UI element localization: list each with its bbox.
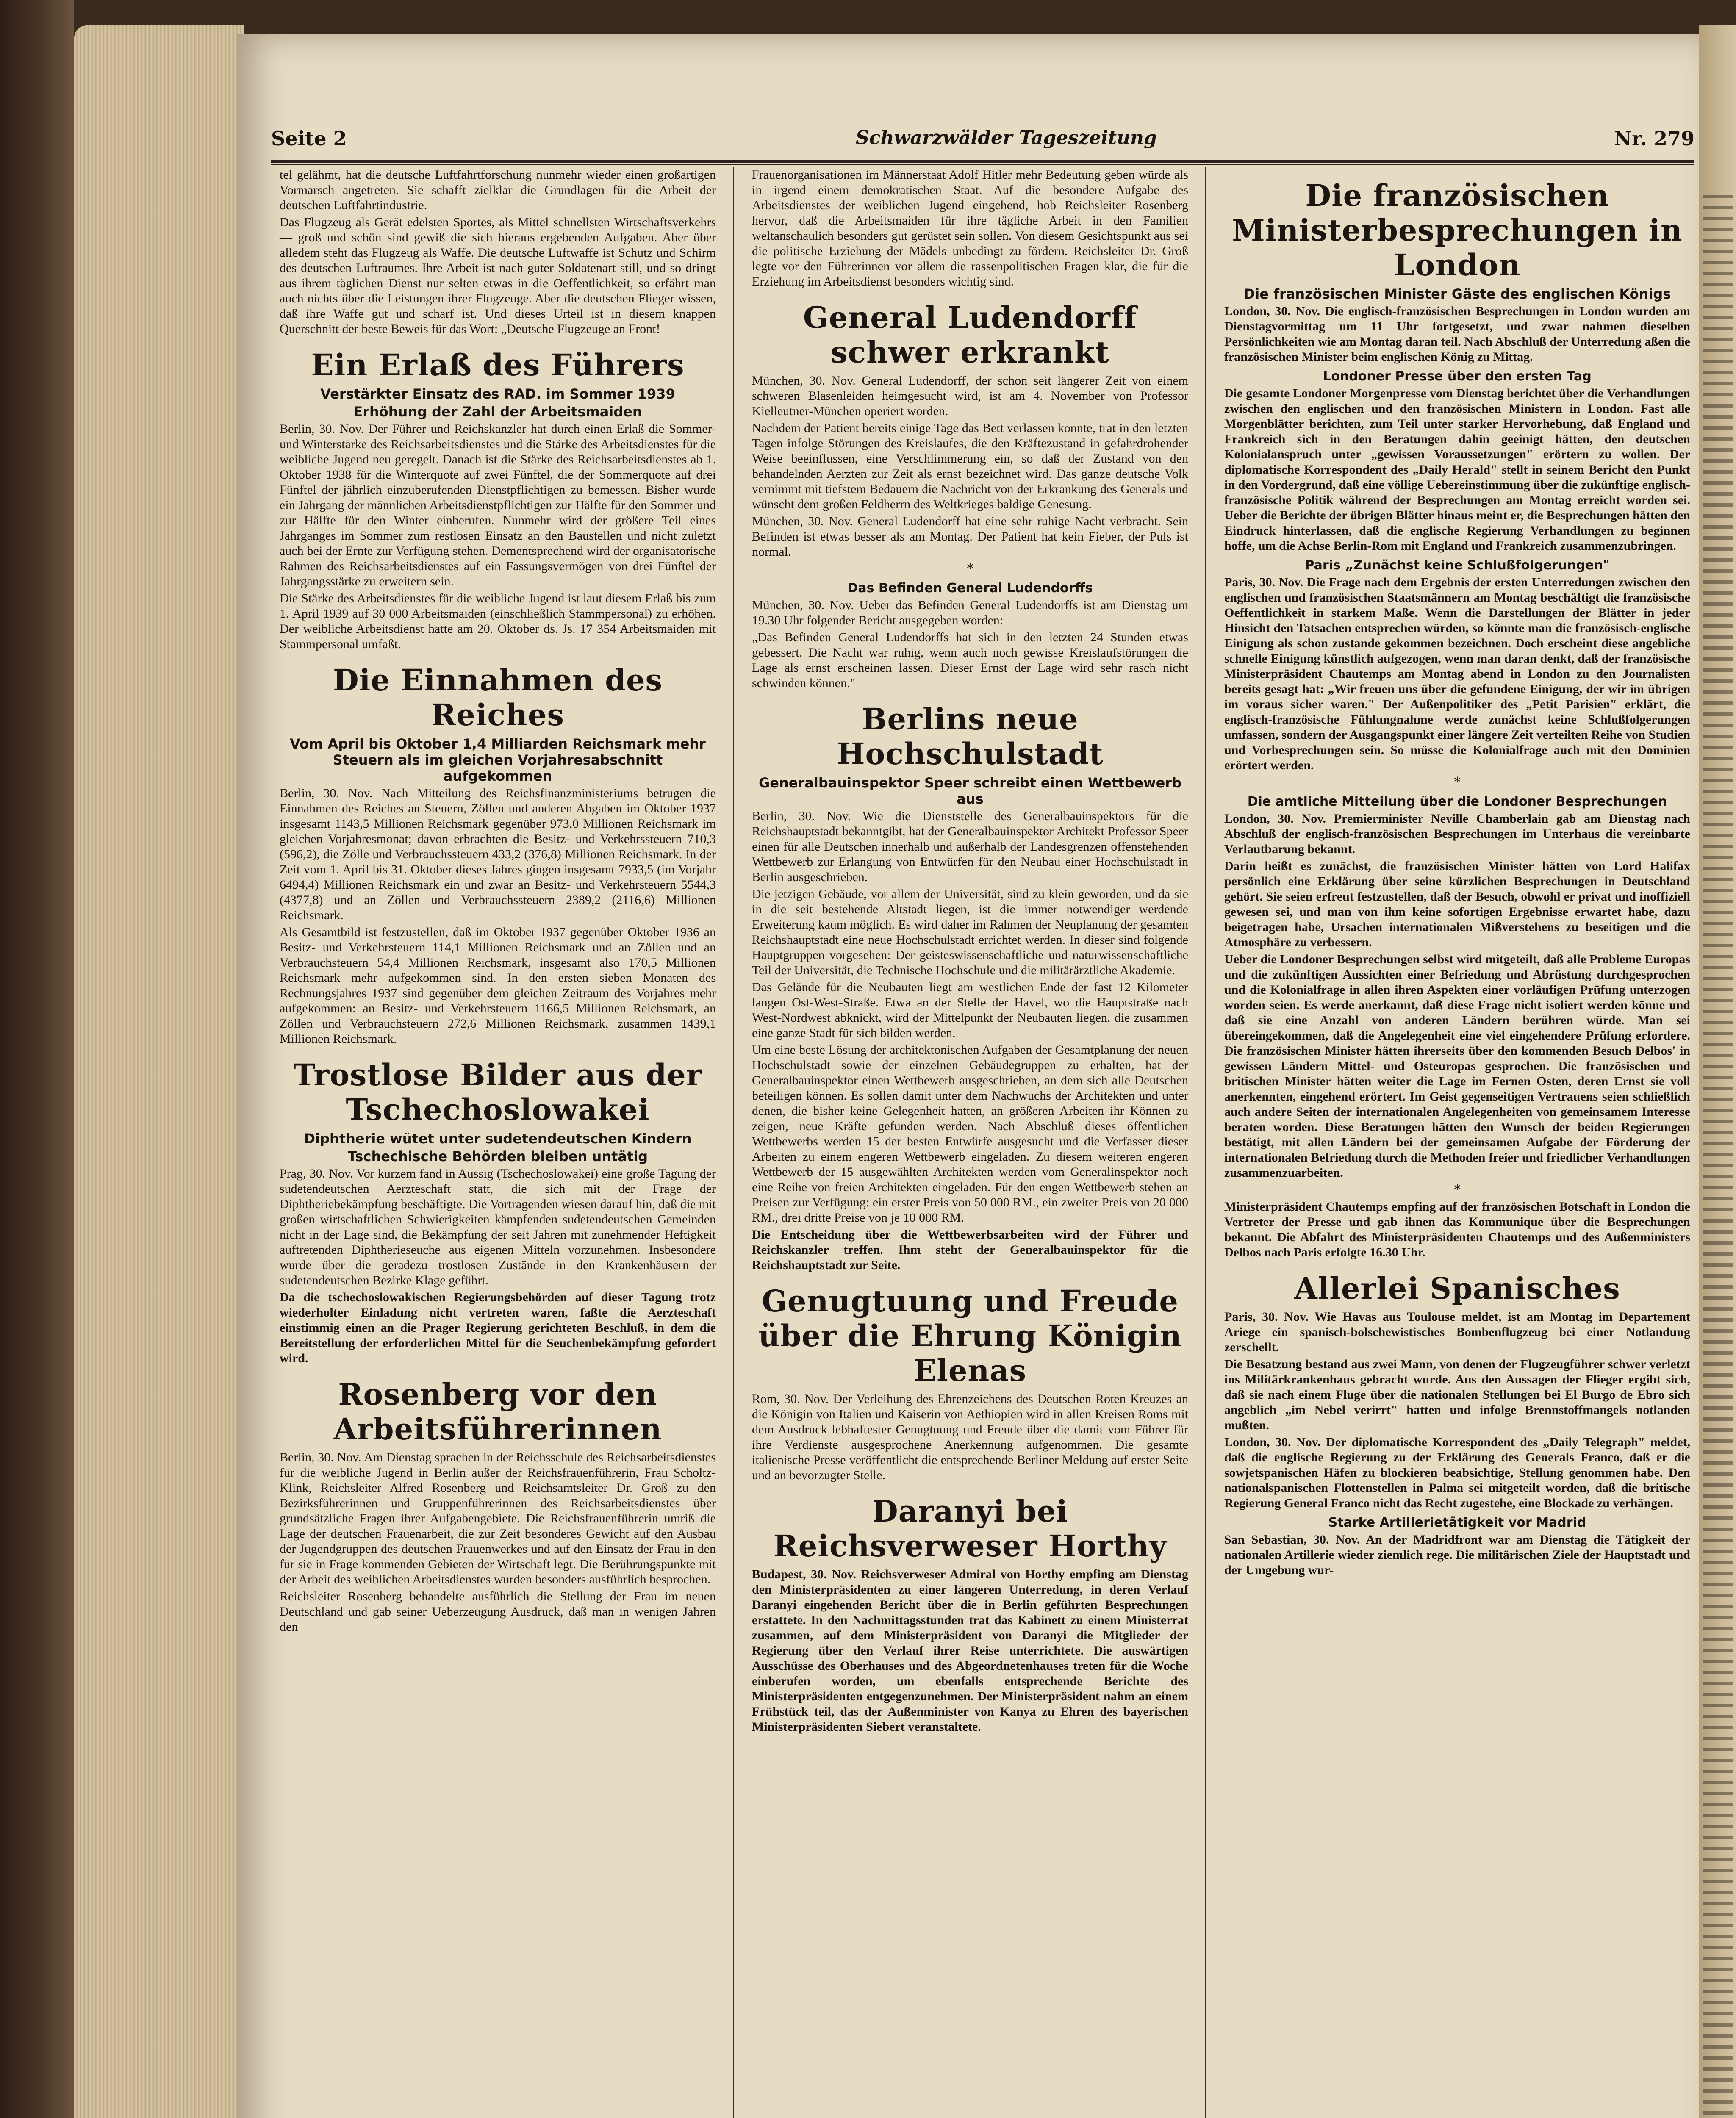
- header-rule: [271, 160, 1694, 163]
- column-rule: [1205, 167, 1206, 2118]
- minor-headline: Londoner Presse über den ersten Tag: [1323, 369, 1592, 384]
- paragraph: San Sebastian, 30. Nov. An der Madridfront war am Dienstag die Tätigkeit der nationalen Artillerie wieder ziemlich rege. Die militärischen Ziele der Hauptstadt und der Umgebung wur-: [1224, 1533, 1690, 1577]
- paragraph: Frauenorganisationen im Männerstaat Adolf Hitler mehr Bedeutung geben würde als in irgend einem demokratischen Staat. Auf die besondere Aufgabe des Arbeitsdienstes der weiblichen Jugend eingehend, hob Reichsleiter Rosenberg hervor, daß die Arbeitsmaiden für ihre tägliche Arbeit in den Familien weltanschaulich besonders gut gerüstet sein sollen. Von diesem Gesichtspunkt aus sei die politische Erziehung der Mädels unbedingt zu fördern. Reichsleiter Dr. Groß legte vor den Führerinnen vor allem die rassenpolitischen Fragen klar, die für die Erziehung im Arbeitsdienst besonders wichtig sind.: [752, 168, 1188, 288]
- paragraph: Als Gesamtbild ist festzustellen, daß im Oktober 1937 gegenüber Oktober 1936 an Besitz- und Verkehrsteuern 114,1 Millionen Reichsmark und an Zöllen und an Verbrauchsteuern 54,4 Millionen Reichsmark, insgesamt also 170,5 Millionen Reichsmark mehr aufgekommen sind. In den ersten sieben Monaten des Rechnungsjahres 1937 sind gegenüber dem gleichen Zeitraum des Vorjahres mehr aufgekommen: an Besitz- und Verkehrsteuern 1166,5 Millionen Reichsmark, an Zöllen und Verbrauchsteuern 272,6 Millionen Reichsmark, zusammen 1439,1 Millionen Reichsmark.: [280, 925, 716, 1046]
- paragraph: Ueber die Londoner Besprechungen selbst wird mitgeteilt, daß alle Probleme Europas und die zukünftigen Aussichten einer Befriedung und Abrüstung durchgesprochen und die Kolonialfrage in allen ihren Aspekten einer vorläufigen Prüfung unterzogen worden seien. Es werde anerkannt, daß diese Frage nicht isoliert werden könne und daß sie eine Anzahl von anderen Ländern berühren würde. Man sei übereingekommen, daß die Angelegenheit eine viel eingehendere Prüfung erfordere. Die französischen Minister hätten ihrerseits über den kommenden Besuch Delbos' in gewissen Ländern Mittel- und Osteuropas gesprochen. Die französischen und britischen Minister hätten weiter die Lage im Fernen Osten, deren Ernst sie voll anerkennten, eingehend erörtert. Im Geist gegenseitigen Vertrauens seien schließlich auch andere Seiten der internationalen Angelegenheiten von gemeinsamem Interesse beraten worden. Diese Beratungen hätten den Wunsch der beiden Regierungen bestätigt, mit allen Ländern bei der gemeinsamen Aufgabe der Förderung der internationalen Befriedung durch die Methoden freier und friedlicher Verhandlungen zusammenzuarbeiten.: [1224, 952, 1690, 1180]
- paragraph: London, 30. Nov. Der diplomatische Korrespondent des „Daily Telegraph" meldet, daß die englische Regierung zu der Erklärung des Generals Franco, daß er die sowjetspanischen Häfen zu blockieren beabsichtige, Stellung genommen habe. Den nationalspanischen Flottenstellen in Palma sei mitgeteilt worden, daß die britische Regierung General Franco nicht das Recht zugestehe, eine Blockade zu verhängen.: [1224, 1435, 1690, 1510]
- column-right: [1224, 167, 1690, 1580]
- paragraph: Paris, 30. Nov. Die Frage nach dem Ergebnis der ersten Unterredungen zwischen den englischen und französischen Staatsmännern am Montag beschäftigt die französische Oeffentlichkeit in starkem Maße. Wenn die Darstellungen der Blätter in jeder Hinsicht den Tatsachen entsprechen würden, so könnte man die französisch-englische Einigung als schon zustande gekommen bezeichnen. Doch erscheint diese angebliche schnelle Einigung künstlich aufgezogen, wenn man daran denkt, daß der französische Ministerpräsident Chautemps am Montag abend in London zu den Journalisten bereits gesagt hat: „Wir freuen uns über die gefundene Einigung, der wir im übrigen im voraus sicher waren." Der Außenpolitiker des „Petit Parisien" erklärt, die englisch-französische Fühlungnahme werde zunächst keine Schlußfolgerungen umfassen, sondern der Ausgangspunkt einer längere Zeit verteilten Reihe von Studien und Vorbesprechungen sein. So müsse die Kolonialfrage auch mit den Dominien erörtert werden.: [1224, 575, 1690, 772]
- paragraph: Berlin, 30. Nov. Am Dienstag sprachen in der Reichsschule des Reichsarbeitsdienstes für die weibliche Jugend in Berlin außer der Reichsfrauenführerin, Frau Scholtz-Klink, Reichsleiter Alfred Rosenberg und Reichsamtsleiter Dr. Groß zu den Bezirksführerinnen und Gruppenführerinnen des Reichsarbeitsdienstes über grundsätzliche Fragen ihrer Aufgabengebiete. Die Reichsfrauenführerin umriß die Lage der deutschen Frauenarbeit, die zur Zeit besonderes Gewicht auf den Ausbau der Jugendgruppen des deutschen Frauenwerkes und auf den Einsatz der Frau in den für sie in Frage kommenden Gebieten der Wirtschaft legt. Die Berührungspunkte mit der Arbeit des weiblichen Arbeitsdienstes wurden besonders ausführlich besprochen.: [280, 1450, 716, 1586]
- paragraph: London, 30. Nov. Premierminister Neville Chamberlain gab am Dienstag nach Abschluß der englisch-französischen Besprechungen im Unterhaus die vereinbarte Verlautbarung bekannt.: [1224, 812, 1690, 856]
- next-page-text-strip: [1703, 195, 1733, 2118]
- issue-number: Nr. 279: [1614, 127, 1694, 150]
- column-rule: [733, 167, 734, 2118]
- paragraph: Da die tschechoslowakischen Regierungsbehörden auf dieser Tagung trotz wiederholter Einladung nicht vertreten waren, faßte die Aerzteschaft einstimmig einen an die Prager Regierung gerichteten Beschluß, in dem die Bereitstellung der erforderlichen Mittel für die Seuchenbekämpfung gefordert wird.: [280, 1290, 716, 1365]
- column-middle: [752, 167, 1188, 1736]
- paragraph: Um eine beste Lösung der architektonischen Aufgaben der Gesamtplanung der neuen Hochschulstadt sowie der einzelnen Gebäudegruppen zu erhalten, hat der Generalbauinspektor einen Wettbewerb ausgeschrieben, an dem sich alle Deutschen beteiligen können. Es sollen damit unter dem Nachwuchs der Architekten und unter denen, die bisher keine Gelegenheit hatten, an größeren Arbeiten ihr Können zu zeigen, neue Kräfte gefunden werden. Nach Abschluß dieses öffentlichen Wettbewerbs werden 15 der besten Entwürfe ausgesucht und die Verfasser dieser Arbeiten zu einem engeren Wettbewerb eingeladen. Zu diesem weiteren engeren Wettbewerb der 15 ausgewählten Architekten werden vom Generalinspektor noch eine Reihe von freien Architekten eingeladen. Für den engen Wettbewerb stehen an Preisen zur Verfügung: ein erster Preis von 50 000 RM., ein zweiter Preis von 20 000 RM., drei dritte Preise von je 10 000 RM.: [752, 1043, 1188, 1225]
- article-headline: General Ludendorff schwer erkrankt: [803, 300, 1137, 370]
- paragraph: Reichsleiter Rosenberg behandelte ausführlich die Stellung der Frau im neuen Deutschland und gab seiner Ueberzeugung Ausdruck, daß man in wenigen Jahren den: [280, 1589, 716, 1634]
- paragraph: Paris, 30. Nov. Wie Havas aus Toulouse meldet, ist am Montag im Departement Ariege ein spanisch-bolschewistisches Bombenflugzeug bei einer Notlandung zerschellt.: [1224, 1310, 1690, 1354]
- paragraph: Die jetzigen Gebäude, vor allem der Universität, sind zu klein geworden, und da sie in die seit bestehende Altstadt liegen, ist die immer notwendiger werdende Erweiterung kaum möglich. Es wird daher im Rahmen der Neuplanung der gesamten Reichshauptstadt eine neue Hochschulstadt errichtet werden. In dieser sind folgende Hauptgruppen vorgesehen: Der geisteswissenschaftliche und naturwissenschaftliche Teil der Universität, die Technische Hochschule und die militärärztliche Akademie.: [752, 887, 1188, 977]
- column-left: [280, 167, 716, 1636]
- paragraph: Budapest, 30. Nov. Reichsverweser Admiral von Horthy empfing am Dienstag den Ministerpräsidenten zu einer längeren Unterredung, in deren Verlauf Daranyi eingehenden Bericht über die in Berlin geführten Besprechungen erstattete. In den Nachmittagsstunden trat das Kabinett zu einem Ministerrat zusammen, auf dem Ministerpräsident von Daranyi die Mitglieder der Regierung über den Verlauf ihrer Reise unterrichtete. Die auswärtigen Ausschüsse des Oberhauses und des Abgeordnetenhauses treten für die Woche einberufen worden, um ebenfalls entsprechende Berichte des Ministerpräsidenten entgegenzunehmen. Der Ministerpräsident nahm an einem Frühstück teil, das der Außenminister von Kanya zu Ehren des bayerischen Ministerpräsidenten Siebert veranstaltete.: [752, 1567, 1188, 1734]
- article-subheadline: Erhöhung der Zahl der Arbeitsmaiden: [353, 404, 642, 420]
- minor-headline: Die amtliche Mitteilung über die Londoner Besprechungen: [1247, 794, 1667, 809]
- paragraph: „Das Befinden General Ludendorffs hat sich in den letzten 24 Stunden etwas gebessert. Die Nacht war ruhig, wenn auch noch gewisse Kreislaufstörungen die Lage als ernst erscheinen lassen. Dieser Ernst der Lage wird sehr rasch nicht schwinden können.": [752, 630, 1188, 690]
- paragraph: Berlin, 30. Nov. Wie die Dienststelle des Generalbauinspektors für die Reichshauptstadt bekanntgibt, hat der Generalbauinspektor Architekt Professor Speer einen für alle Deutschen innerhalb und außerhalb der Landesgrenzen offenstehenden Wettbewerb zur Erlangung von Entwürfen für den Neubau einer Hochschulstadt in Berlin ausgeschrieben.: [752, 809, 1188, 884]
- minor-headline: Paris „Zunächst keine Schlußfolgerungen": [1305, 558, 1610, 573]
- separator-star: *: [1454, 775, 1461, 790]
- paragraph: München, 30. Nov. Ueber das Befinden General Ludendorffs ist am Dienstag um 19.30 Uhr folgender Bericht ausgegeben worden:: [752, 598, 1188, 627]
- header-rule-thin: [271, 164, 1694, 165]
- article-headline: Ein Erlaß des Führers: [311, 347, 685, 383]
- book-spine: [0, 0, 74, 2118]
- article-headline: Rosenberg vor den Arbeitsführerinnen: [333, 1377, 662, 1447]
- paragraph: München, 30. Nov. General Ludendorff hat eine sehr ruhige Nacht verbracht. Sein Befinden ist etwas besser als am Montag. Der Patient hat kein Fieber, der Puls ist normal.: [752, 514, 1188, 559]
- paragraph: Das Gelände für die Neubauten liegt am westlichen Ende der fast 12 Kilometer langen Ost-West-Straße. Etwa an der Stelle der Havel, wo die Hauptstraße nach West-Nordwest abknickt, wird der Mittelpunkt der Neubauten liegen, die zusammen eine ganze Stadt für sich bilden werden.: [752, 980, 1188, 1040]
- paragraph: Das Flugzeug als Gerät edelsten Sportes, als Mittel schnellsten Wirtschaftsverkehrs — groß und schön sind gewiß die sich hieraus ergebenden Aufgaben. Aber über alledem steht das Flugzeug als Waffe. Die deutsche Luftwaffe ist Schutz und Schirm des deutschen Luftraumes. Ihre Arbeit ist nach guter Soldatenart still, und so dringt aus ihrem täglichen Dienst nur selten etwas in die Oeffentlichkeit, so erfährt man auch nichts über die Leistungen ihrer Flugzeuge. Aber die deutschen Flieger wissen, daß ihre Waffe gut und scharf ist. Und dieses Urteil ist in diesem knappen Querschnitt der beste Beweis für das Wort: „Deutsche Flugzeuge an Front!: [280, 215, 716, 336]
- paragraph: München, 30. Nov. General Ludendorff, der schon seit längerer Zeit von einem schweren Blasenleiden heimgesucht wird, ist am 4. November von Professor Kielleutner-München operiert worden.: [752, 374, 1188, 418]
- article-subheadline: Diphtherie wütet unter sudetendeutschen Kindern: [304, 1131, 692, 1147]
- separator-star: *: [967, 561, 973, 576]
- paragraph: Rom, 30. Nov. Der Verleihung des Ehrenzeichens des Deutschen Roten Kreuzes an die Königin von Italien und Kaiserin von Aethiopien wird in allen Kreisen Roms mit dem Ausdruck lebhaftester Genugtuung und Freude über die damit vom Führer für ihre Verdienste ausgesprochene Anerkennung aufgenommen. Die gesamte italienische Presse veröffentlicht die entsprechende Berliner Meldung auf erster Seite und an bevorzugter Stelle.: [752, 1392, 1188, 1482]
- article-headline: Allerlei Spanisches: [1294, 1271, 1620, 1306]
- paragraph: Prag, 30. Nov. Vor kurzem fand in Aussig (Tschechoslowakei) eine große Tagung der sudetendeutschen Aerzteschaft statt, die sich mit der Frage der Diphtheriebekämpfung beschäftigte. Die Vortragenden wiesen darauf hin, daß die mit großen wirtschaftlichen Schwierigkeiten kämpfenden sudetendeutschen Gemeinden nicht in der Lage sind, die Bekämpfung der seit Jahren mit zunehmender Heftigkeit auftretenden Diphtherieseuche aus eigenen Mitteln vorzunehmen. Insbesondere wurde über die geradezu trostlosen Zustände in den Krankenhäusern der sudetendeutschen Bezirke Klage geführt.: [280, 1167, 716, 1287]
- paragraph: Berlin, 30. Nov. Nach Mitteilung des Reichsfinanzministeriums betrugen die Einnahmen des Reiches an Steuern, Zöllen und anderen Abgaben im Oktober 1937 insgesamt 1143,5 Millionen Reichsmark gegenüber 973,0 Millionen Reichsmark im gleichen Vorjahresmonat; davon erbrachten die Besitz- und Verkehrssteuern 710,3 (596,2), die Zölle und Verbrauchssteuern 433,2 (376,8) Millionen Reichsmark. In der Zeit vom 1. April bis 31. Oktober dieses Jahres gingen insgesamt 7933,5 (im Vorjahr 6494,4) Millionen Reichsmark ein und zwar an Besitz- und Verkehrsteuern 5544,3 (4377,8) und an Zöllen und Verbrauchssteuern 2389,2 (2116,6) Millionen Reichsmark.: [280, 786, 716, 922]
- paragraph: Die Besatzung bestand aus zwei Mann, von denen der Flugzeugführer schwer verletzt ins Militärkrankenhaus gebracht wurde. Aus den Aussagen der Flieger ergibt sich, daß sie nach einem Fluge über die nationalen Stellungen bei El Burgo de Ebro sich angeblich „im Nebel verirrt" hatten und infolge Brennstoffmangels notlanden mußten.: [1224, 1357, 1690, 1432]
- paragraph: Darin heißt es zunächst, die französischen Minister hätten von Lord Halifax persönlich eine Erklärung über seine kürzlichen Besprechungen in Deutschland gehört. Sie seien erfreut festzustellen, daß der Besuch, obwohl er privat und inoffiziell gewesen sei, und man von ihm keine sofortigen Ergebnisse erwartet habe, dazu beigetragen habe, Ursachen internationalen Mißverstehens zu beseitigen und die Atmosphäre zu verbessern.: [1224, 859, 1690, 949]
- page-number: Seite 2: [271, 127, 347, 150]
- article-subheadline: Tschechische Behörden bleiben untätig: [347, 1148, 648, 1164]
- article-headline: Die Einnahmen des Reiches: [333, 663, 663, 732]
- paragraph: tel gelähmt, hat die deutsche Luftfahrtforschung nunmehr wieder einen großartigen Vormarsch angetreten. Sie schafft zielklar die Grundlagen für die Arbeit der deutschen Luftfahrtindustrie.: [280, 168, 716, 212]
- page-header: [271, 123, 1694, 161]
- article-subheadline: Die französischen Minister Gäste des englischen Königs: [1243, 286, 1671, 302]
- paragraph: Nachdem der Patient bereits einige Tage das Bett verlassen konnte, trat in den letzten Tagen infolge Störungen des Kreislaufes, die den Kräftezustand in gefahrdrohender Weise beeinflussen, eine Verschlimmerung ein, so daß der Zustand von den behandelnden Aerzten zur Zeit als ernst bezeichnet wird. Das ganze deutsche Volk vernimmt mit tiefstem Bedauern die Nachricht von der Erkrankung des Generals und wünscht dem großen Feldherrn des Weltkrieges baldige Genesung.: [752, 421, 1188, 511]
- paragraph: Die Stärke des Arbeitsdienstes für die weibliche Jugend ist laut diesem Erlaß bis zum 1. April 1939 auf 30 000 Arbeitsmaiden (einschließlich Stammpersonal) zu erhöhen. Der weibliche Arbeitsdienst hatte am 20. Oktober ds. Js. 17 354 Arbeitsmaiden mit Stammpersonal umfaßt.: [280, 591, 716, 651]
- article-headline: Berlins neue Hochschulstadt: [837, 701, 1104, 771]
- article-headline: Trostlose Bilder aus der Tschechoslowakei: [293, 1057, 702, 1127]
- article-headline: Genugtuung und Freude über die Ehrung Königin Elenas: [758, 1284, 1182, 1388]
- article-headline: Daranyi bei Reichsverweser Horthy: [773, 1494, 1167, 1564]
- separator-star: *: [1454, 1182, 1461, 1197]
- paragraph: Die Entscheidung über die Wettbewerbsarbeiten wird der Führer und Reichskanzler treffen. Ihm steht der Generalbauinspektor für die Reichshauptstadt zur Seite.: [752, 1228, 1188, 1272]
- paragraph: London, 30. Nov. Die englisch-französischen Besprechungen in London wurden am Dienstagvormittag um 11 Uhr fortgesetzt, und zwar nahmen dieselben Persönlichkeiten wie am Montag daran teil. Nach Abschluß der Unterredung aßen die französischen Minister beim englischen König zu Mittag.: [1224, 304, 1690, 364]
- article-subheadline: Verstärkter Einsatz des RAD. im Sommer 1939: [320, 386, 675, 402]
- paragraph: Ministerpräsident Chautemps empfing auf der französischen Botschaft in London die Vertreter der Presse und gab ihnen das Kommunique über die Besprechungen bekannt. Die Abfahrt des Ministerpräsidenten Chautemps und des Außenministers Delbos nach Paris erfolgte 16.30 Uhr.: [1224, 1200, 1690, 1259]
- article-subheadline: Generalbauinspektor Speer schreibt einen Wettbewerb aus: [759, 775, 1181, 807]
- article-subheadline: Vom April bis Oktober 1,4 Milliarden Reichsmark mehr Steuern als im gleichen Vorjahresabschnitt aufgekommen: [290, 736, 706, 784]
- article-headline: Die französischen Ministerbesprechungen in London: [1232, 178, 1683, 283]
- paragraph: Berlin, 30. Nov. Der Führer und Reichskanzler hat durch einen Erlaß die Sommer- und Winterstärke des Reichsarbeitsdienstes und die Stärke des Arbeitsdienstes für die weibliche Jugend neu geregelt. Danach ist die Stärke des Reichsarbeitsdienstes ab 1. Oktober 1938 für die Winterquote auf zwei Fünftel, die der Sommerquote auf drei Fünftel der jährlich einzuberufenden Dienstpflichtigen zu bemessen. Bisher wurde ein Jahrgang der männlichen Arbeitsdienstpflichtigen zur Hälfte für den Sommer und zur Hälfte für den Winter einberufen. Nunmehr wird der größere Teil eines Jahrganges im Sommer zum restlosen Einsatz an den Baustellen und nicht zuletzt auch bei der Ernte zur Verfügung stehen. Dementsprechend wird der organisatorische Rahmen des Reichsarbeitsdienstes auf ein Fassungsvermögen von drei Fünftel der Jahrgangsstärke zu erweitern sein.: [280, 422, 716, 588]
- minor-headline: Das Befinden General Ludendorffs: [847, 581, 1093, 596]
- minor-headline: Starke Artillerietätigkeit vor Madrid: [1328, 1515, 1586, 1530]
- newspaper-title: Schwarzwälder Tageszeitung: [856, 127, 1157, 149]
- paragraph: Die gesamte Londoner Morgenpresse vom Dienstag berichtet über die Verhandlungen zwischen den englischen und den französischen Ministern in London. Fast alle Morgenblätter berichten, zum Teil unter starker Hervorhebung, daß England und Frankreich sich in den Beratungen dahin geeinigt hätten, den deutschen Kolonialanspruch unter „gewissen Voraussetzungen" erörtern zu wollen. Der diplomatische Korrespondent des „Daily Herald" stellt in seinem Bericht den Punkt in den Vordergrund, daß eine völlige Uebereinstimmung über die zukünftige englisch-französische Politik während der Besprechungen am Montag erreicht worden sei. Ueber die Berichte der übrigen Blätter hinaus meint er, die Besprechungen hätten den Eindruck hinterlassen, daß die englische Regierung Verhandlungen zu beginnen hoffe, um die Achse Berlin-Rom mit England und Frankreich zusammenzubringen.: [1224, 386, 1690, 553]
- page-stack-edge: [74, 25, 244, 2118]
